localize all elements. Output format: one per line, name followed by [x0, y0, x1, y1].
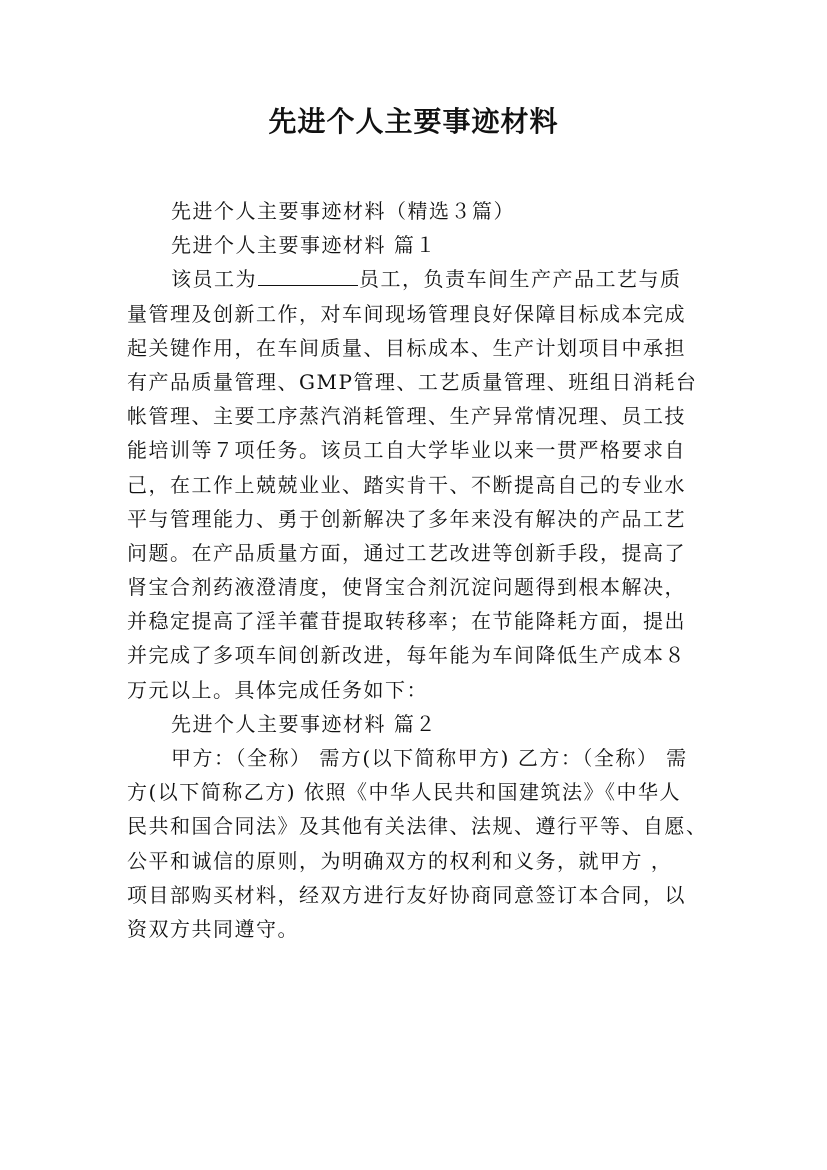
- section1-first-line-suffix: 员工，负责车间生产产品工艺与质: [359, 267, 682, 292]
- paragraph-line: 民共和国合同法》及其他有关法律、法规、遵行平等、自愿、: [127, 814, 708, 839]
- paragraph-line: 项目部购买材料，经双方进行友好协商同意签订本合同，以: [127, 882, 686, 907]
- paragraph-line: 并稳定提高了淫羊藿苷提取转移率；在节能降耗方面，提出: [127, 609, 686, 634]
- paragraph-line: 资双方共同遵守。: [127, 916, 299, 941]
- document-title: 先进个人主要事迹材料: [268, 105, 559, 138]
- paragraph-line: 帐管理、主要工序蒸汽消耗管理、生产异常情况理、员工技: [127, 404, 686, 429]
- paragraph-line: 能培训等７项任务。该员工自大学毕业以来一贯严格要求自: [127, 438, 686, 463]
- paragraph-line: 己，在工作上兢兢业业、踏实肯干、不断提高自己的专业水: [127, 472, 686, 497]
- section2-first-line: 甲方：（全称） 需方(以下简称甲方) 乙方：（全称） 需: [171, 746, 688, 770]
- paragraph-line: 公平和诚信的原则，为明确双方的权利和义务，就甲方 ，: [127, 848, 673, 873]
- section1-first-line-prefix: 该员工为: [171, 267, 257, 292]
- document-body: [127, 194, 707, 946]
- paragraph-line: 万元以上。具体完成任务如下：: [127, 677, 428, 702]
- paragraph-line: 平与管理能力、勇于创新解决了多年来没有解决的产品工艺: [127, 506, 686, 531]
- paragraph-line: 并完成了多项车间创新改进，每年能为车间降低生产成本８: [127, 643, 686, 668]
- section1-first-line: [127, 262, 707, 296]
- paragraph-line: 有产品质量管理、GMP管理、工艺质量管理、班组日消耗台: [127, 369, 698, 394]
- paragraph-line: 方(以下简称乙方) 依照《中华人民共和国建筑法》《中华人: [127, 780, 681, 805]
- intro-heading: 先进个人主要事迹材料（精选３篇）: [171, 199, 515, 223]
- paragraph-line: 量管理及创新工作，对车间现场管理良好保障目标成本完成: [127, 301, 686, 326]
- section1-heading: 先进个人主要事迹材料 篇１: [171, 233, 437, 258]
- paragraph-line: 问题。在产品质量方面，通过工艺改进等创新手段，提高了: [127, 540, 686, 565]
- fill-in-blank: [258, 265, 358, 286]
- section2-heading: 先进个人主要事迹材料 篇２: [171, 711, 437, 736]
- paragraph-line: 起关键作用，在车间质量、目标成本、生产计划项目中承担: [127, 335, 686, 360]
- paragraph-line: 肾宝合剂药液澄清度，使肾宝合剂沉淀问题得到根本解决，: [127, 575, 686, 600]
